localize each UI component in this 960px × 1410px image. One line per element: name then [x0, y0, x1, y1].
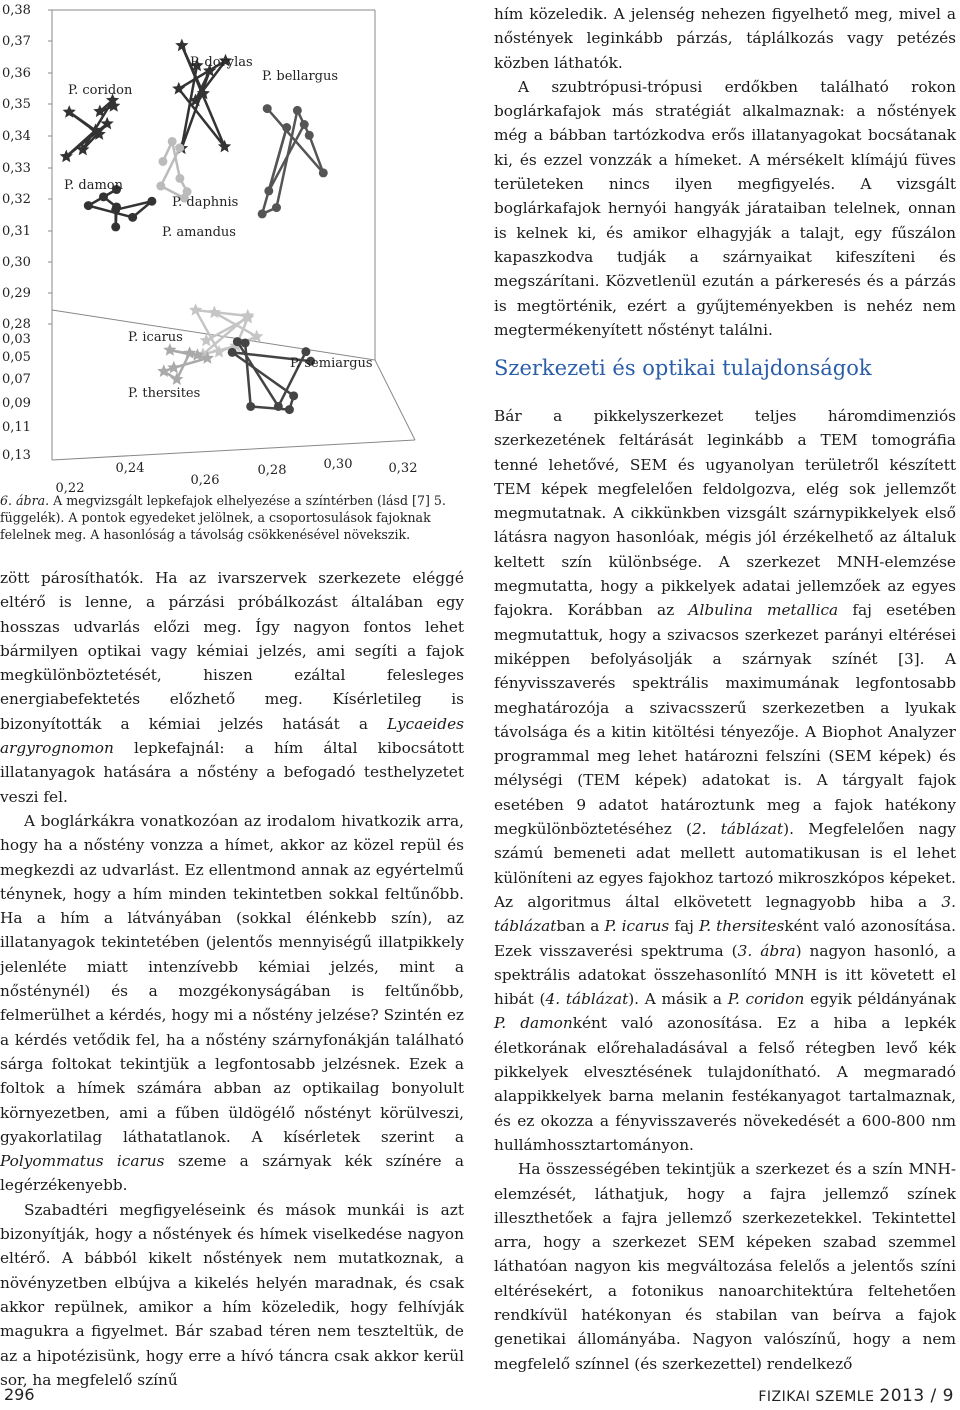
bottom-axis-tick-label: 0,30	[323, 457, 353, 472]
data-point-circle	[99, 192, 108, 201]
data-point-circle	[305, 131, 314, 140]
left-column	[0, 0, 470, 1389]
data-point-circle	[263, 104, 272, 113]
mid-axis-tick-label: 0,09	[2, 396, 31, 411]
species-label: P. thersites	[128, 386, 201, 401]
data-point-circle	[274, 402, 283, 411]
species-cluster	[258, 104, 328, 218]
data-point-circle	[175, 143, 184, 152]
species-label: P. icarus	[128, 330, 183, 345]
data-point-circle	[158, 157, 167, 166]
species-label: P. daphnis	[172, 195, 239, 210]
figure-6-color-space-plot	[0, 0, 470, 495]
mid-axis-tick-label: 0,03	[2, 332, 31, 347]
data-point-circle	[282, 123, 291, 132]
data-point-circle	[168, 137, 177, 146]
data-point-circle	[228, 348, 237, 357]
left-body-text	[0, 566, 464, 1392]
data-point-star	[250, 330, 263, 343]
data-point-circle	[272, 203, 281, 212]
species-cluster	[157, 343, 214, 385]
paragraph: zött párosíthatók. Ha az ivarszervek szerkezete eléggé eltérő is lenne, a párzási próbálkozást általában egy hosszas udvarlás előzi meg. Így nagyon fontos lehet bármilyen optikai vagy kémiai jelzés, ami segíti a fajok megkülönböztetését, hiszen ezáltal felesleges energiabefektetés előzhető meg. Kísérletileg is bizonyították a kémiai jelzés hatását a Lycaeides argyrognomon lepkefajnál: a hím által kibocsátott illatanyagok hatására a nőstény a befogadó testhelyzetet veszi fel.	[0, 569, 464, 806]
data-point-circle	[84, 201, 93, 210]
species-label: P. semiargus	[290, 356, 373, 371]
data-point-star	[170, 372, 183, 385]
paragraph: Ha összességében tekintjük a szerkezet és a szín MNH-elemzését, láthatjuk, hogy a fajra jellemző színek illeszthetőek a fajra jellemző szerkezetekkel. Tekintettel arra, hogy a szerkezet SEM képeken szabad szemmel láthatóan nagyon kis megváltozása felelős a jelentős színi eltérésekért, a fotonikus nanoarchitektúra feltehetően rendkívül hatékonyan és stabilan van beírva a fajok genetikai állományába. Nagyon valószínű, hogy a nem megfelelő színnel (és szerkezettel) rendelkező	[494, 1160, 956, 1373]
data-point-circle	[233, 337, 242, 346]
mid-axis-tick-label: 0,05	[2, 350, 31, 365]
data-point-star	[189, 303, 202, 316]
bottom-axis-tick-label: 0,26	[190, 473, 220, 488]
species-label: P. bellargus	[262, 69, 339, 84]
bottom-axis-tick-label: 0,22	[55, 481, 85, 495]
data-point-circle	[156, 181, 165, 190]
left-axis-tick-label: 0,31	[2, 224, 31, 239]
data-point-circle	[128, 213, 137, 222]
data-point-star	[175, 39, 188, 52]
left-axis-tick-label: 0,34	[2, 129, 31, 144]
data-point-circle	[147, 197, 156, 206]
page-number: 296	[4, 1385, 35, 1404]
paragraph: hím közeledik. A jelenség nehezen figyelhető meg, mivel a nőstények leginkább párzás, táplálkozás vagy petézés közben láthatók.	[494, 5, 956, 72]
data-point-circle	[175, 174, 184, 183]
right-column	[494, 0, 956, 1380]
caption-text: A megvizsgált lepkefajok elhelyezése a színtérben (lásd [7] 5. függelék). A pontok egyedeket jelölnek, a csoportosulások fajoknak felelnek meg. A hasonlóság a távolság csökkenésével növekszik.	[0, 493, 446, 542]
right-body-text-top	[494, 2, 956, 342]
data-point-circle	[293, 106, 302, 115]
species-label: P. coridon	[68, 83, 133, 98]
left-axis-tick-label: 0,38	[2, 3, 31, 18]
data-point-circle	[319, 168, 328, 177]
mid-axis-tick-label: 0,07	[2, 372, 31, 387]
data-point-circle	[301, 347, 310, 356]
paragraph: Bár a pikkelyszerkezet teljes háromdimenziós szerkezetének feltárását leginkább a TEM tomográfia tenné lehetővé, SEM és ugyanolyan területről készített TEM képek megfelelően feldolgozva, elég sok jellemzőt megmutatnak. A cikkünkben vizsgált szárnypikkelyek első látásra nagyon hasonlóak, mégis jól érzékelhető az általuk keltett szín különbsége. A szerkezet MNH-elemzése megmutatta, hogy a pikkelyek adatai jellemzőek az egyes fajokra. Korábban az Albulina metallica faj esetében megmutattuk, hogy a szivacsos szerkezet parányi eltérései miképpen befolyásolják a szárnyak színét [3]. A fényvisszaverés spektrális maximumának legfontosabb meghatározója a szivacsszerű szerkezetben a lyukak távolsága és a kitin kitöltési tényezője. A Biophot Analyzer programmal meg lehet határozni felszíni (SEM képek) és mélységi (TEM képek) adatokat is. A tárgyalt fajok esetében 9 adatot határoztunk meg a fajok hatékony megkülönböztetéséhez (2. táblázat). Megfelelően nagy számú bemeneti adat mellett automatikusan is el lehet különíteni az egyes fajokhoz tartozó mikroszkópos képeket. Az algoritmus által elkövetett legnagyobb hiba a 3. táblázatban a P. icarus faj P. thersitesként való azonosítása. Ezek visszaverési spektruma (3. ábra) nagyon hasonló, a spektrális adatokat összehasonlító MNH is itt követett el hibát (4. táblázat). A másik a P. coridon egyik példányának P. damonként való azonosítása. Ez a hiba a lepkék életkorának előrehaladásával a felső rétegben levő kék pikkelyek elvesztésének tulajdonítható. A megmaradó alappikkelyek barna melanin festékanyagot tartalmaznak, és ez okozza a fényvisszaverés növekedését a 600-800 nm hullámhossztartományon.	[494, 407, 957, 1154]
bottom-axis-tick-label: 0,28	[257, 463, 287, 478]
mid-axis-tick-label: 0,13	[2, 448, 31, 463]
species-label: P. damon	[64, 178, 123, 193]
paragraph: A szubtrópusi-trópusi erdőkben található rokon boglárkafajok más stratégiát alkalmaznak: a nőstények még a bábban tartózkodva erős illatanyagokat bocsátanak ki, és ezzel vonzzák a hímeket. A mérsékelt klímájú füves területeken nincs ilyen megfigyelés. A vizsgált boglárkafajok hernyói hangyák járataiban telelnek, onnan is kelnek ki, és amikor elhagyják a talajt, egy fűszálon kapaszkodva tudják a szárnyaikat kifeszíteni és megszárítani. Közvetlenül ezután a párkeresés és a párzás is megtörténik, ezért a gyűjteményekben is nehéz nem megtermékenyített nőstényt találni.	[494, 77, 956, 339]
left-axis-tick-label: 0,36	[2, 66, 31, 81]
data-point-circle	[300, 120, 309, 129]
species-label: P. dorylas	[190, 55, 253, 70]
journal-name: FIZIKAI SZEMLE 2013 / 9	[758, 1386, 954, 1406]
bottom-axis-tick-label: 0,24	[115, 461, 145, 476]
species-cluster	[189, 303, 263, 360]
species-label: P. amandus	[162, 225, 236, 240]
left-axis-tick-label: 0,35	[2, 97, 31, 112]
left-axis-tick-label: 0,28	[2, 317, 31, 332]
data-point-star	[107, 99, 120, 112]
data-point-circle	[258, 209, 267, 218]
paragraph: Szabadtéri megfigyeléseink és mások munkái is azt bizonyítják, hogy a nőstények és hímek viselkedése nagyon eltérő. A bábból kikelt nőstények nem mutatkoznak, a növényzetben elbújva a kikelés helyén maradnak, és csak akkor repülnek, amikor a hím közeledik, hogy felhívják magukra a figyelmet. Bár szabad téren nem teszteltük, de az a hipotézisünk, hogy erre a hívó táncra csak akkor kerül sor, ha megfelelő színű	[0, 1200, 464, 1389]
data-point-star	[172, 82, 185, 95]
left-axis-tick-label: 0,30	[2, 255, 31, 270]
left-axis-tick-label: 0,32	[2, 192, 31, 207]
data-point-star	[167, 361, 180, 374]
data-point-circle	[246, 402, 255, 411]
data-point-circle	[264, 186, 273, 195]
left-axis-ticks	[2, 3, 52, 332]
right-body-text-bottom	[494, 404, 956, 1376]
data-point-star	[212, 345, 225, 358]
data-point-circle	[285, 405, 294, 414]
data-point-circle	[241, 338, 250, 347]
mid-axis-tick-label: 0,11	[2, 420, 31, 435]
caption-label: 6. ábra.	[0, 493, 50, 508]
mid-axis-ticks	[2, 332, 31, 463]
bottom-axis-tick-label: 0,32	[388, 461, 418, 476]
left-axis-tick-label: 0,33	[2, 161, 31, 176]
data-point-circle	[289, 391, 298, 400]
figure-caption	[0, 492, 465, 543]
species-cluster	[60, 93, 121, 162]
left-axis-tick-label: 0,29	[2, 286, 31, 301]
bottom-axis-ticks	[56, 457, 418, 495]
section-heading: Szerkezeti és optikai tulajdonságok	[494, 356, 872, 380]
paragraph: A boglárkákra vonatkozóan az irodalom hivatkozik arra, hogy ha a nőstény vonzza a hímet, akkor az közel repül és megkezdi az udvarlást. Ez ellentmond annak az egyértelmű ténynek, hogy a hím minden tekintetben sokkal feltűnőbb. Ha a hím a látványában (sokkal élénkebb szín), az illatanyagok tekintetében (jelentős mennyiségű illatpikkely jelenléte miatt intenzívebb kémiai jelzés, mint a nősténynél) és a mozgékonyságában is feltűnőbb, felmerülhet a kérdés, hogy mi a nőstény jelzése? Szintén ez a kérdés vetődik fel, ha a nőstény szárnyfonákján található sárga foltokat tekintjük a legfontosabb jelzésnek. Ezek a foltok a hímek számára abban az optikailag bonyolult környezetben, ami a fűben üldögélő nőstényt körülveszi, gyakorlatilag láthatatlanok. A kísérletek szerint a Polyommatus icarus szeme a szárnyak kék színére a legérzékenyebb.	[0, 811, 465, 1195]
left-axis-tick-label: 0,37	[2, 34, 31, 49]
data-point-circle	[112, 202, 121, 211]
data-point-circle	[111, 222, 120, 231]
